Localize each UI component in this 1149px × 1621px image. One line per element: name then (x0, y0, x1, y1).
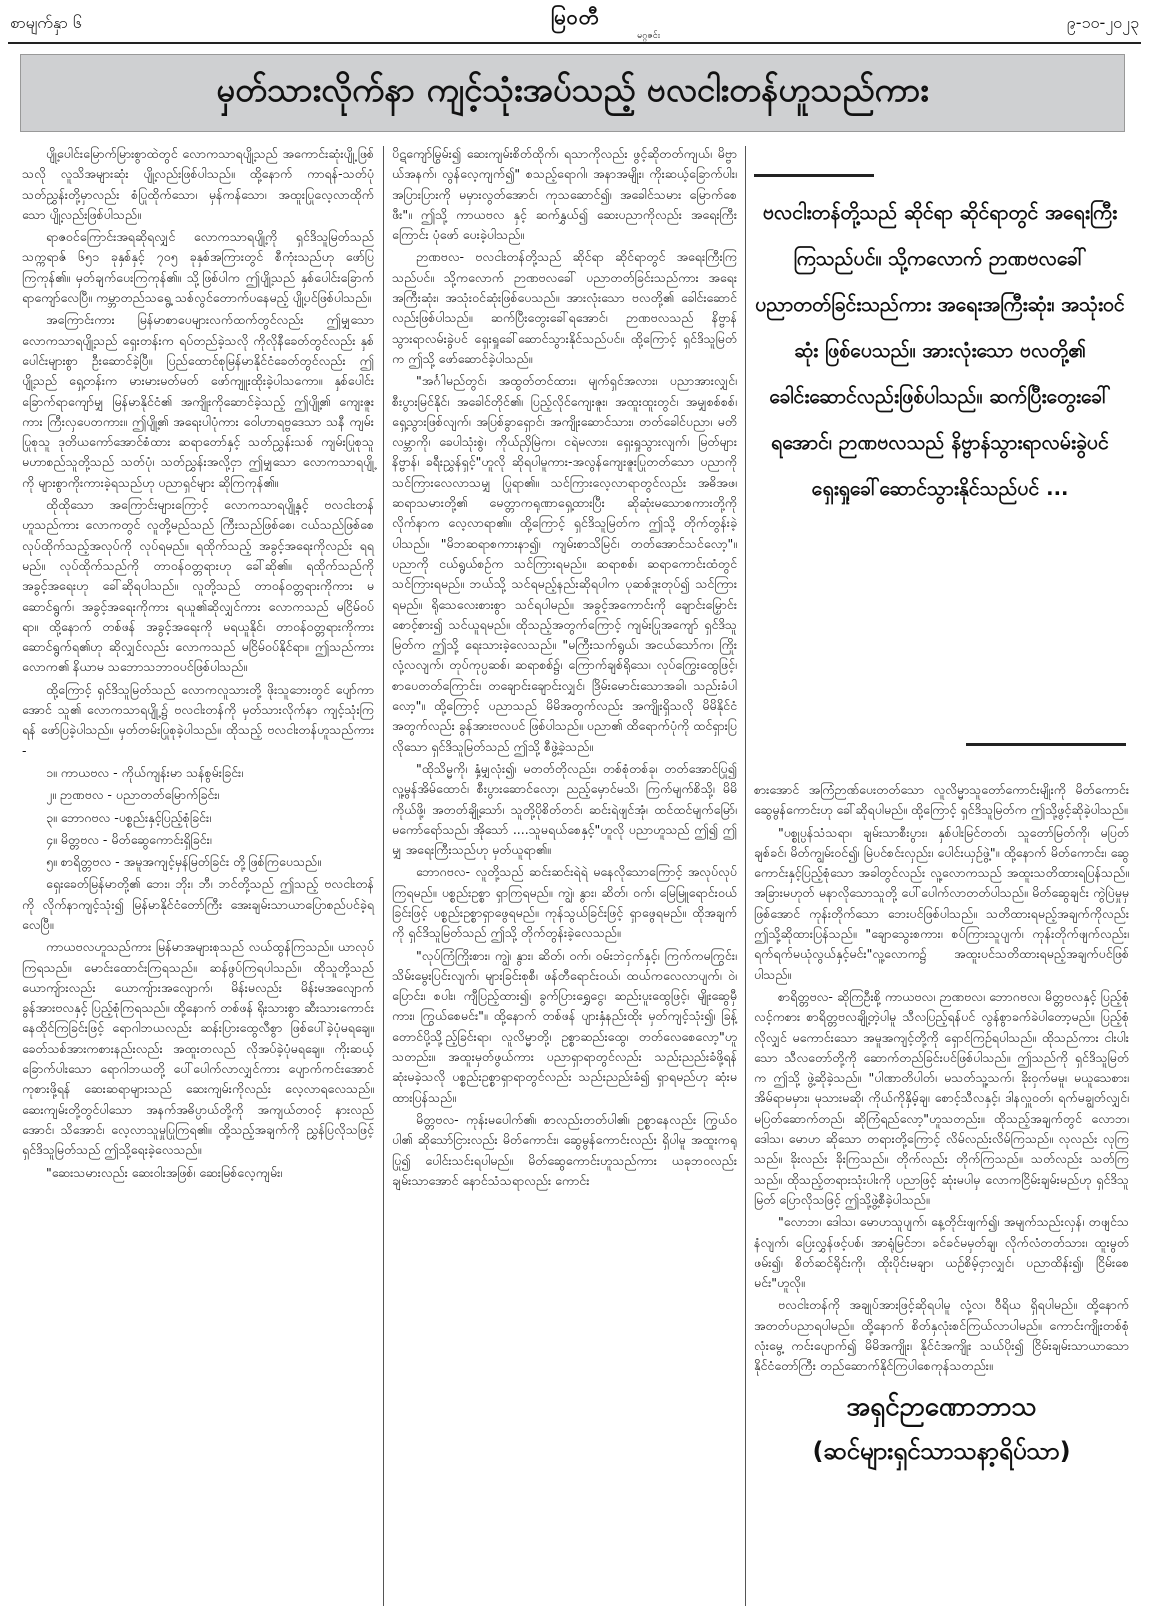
list-item: ၃။ ဘောဂဗလ -ပစ္စည်းနှင့်ပြည့်စုံခြင်း၊ (46, 809, 212, 825)
logo-sub-text: မဂ္ဂဇင်း (637, 31, 660, 41)
article-column-1 (22, 144, 374, 1609)
list-item: ၂။ ဉာဏဗလ - ပညာတတ်မြောက်ခြင်း၊ (46, 787, 220, 803)
paragraph: ပိဋကျော်မြွမ်း၍ ဆေးကျမ်းစိတ်ထိုက်၊ ရသာကိုလည်း ဖွင့်ဆိုတတ်ကျယ်၊ မိဗ္ဗာယ်အနက်၊ လွန်လေ့ကျက်၍" စသည့်ရောဂါ၊ အနာအမျိုး၊ ကိုးဆယ့်ခြောက်ပါး၊ အပြားပြားကို မမှားလွတ်အောင်၊ ကုသဆောင်၍၊ အခေါင်သမား မြောက်စေဖီး"။ ဤသို့ ကာယဗလ နှင့် ဆက်နွှယ်၍ ဆေးပညာကိုလည်း အရေးကြီးကြောင်း ပုံဖော် ပေးခဲ့ပါသည်။ (392, 146, 737, 243)
column-divider-2 (745, 146, 746, 1606)
pull-quote-box (754, 160, 1126, 760)
pull-quote-rule-bottom (966, 743, 1126, 746)
article-column-2 (392, 144, 737, 1609)
list-item: ၁။ ကာယဗလ - ကိုယ်ကျန်းမာ သန်စွမ်းခြင်း၊ (46, 764, 244, 780)
header-divider (8, 42, 1141, 44)
author-byline (754, 1385, 1129, 1473)
paragraph: ဗလငါးတန်ကို အချုပ်အားဖြင့်ဆိုရပါမူ လုံ့လ၊ ဝီရိယ ရှိရပါမည်။ ထို့နောက် အတတ်ပညာရပါမည်။ ထို့နောက် စိတ်နှလုံးစင်ကြယ်လာပါမည်။ ကောင်းကျိုးတစ်စုံလုံးမွေ့ ကင်းပျောက်၍ မိမိအကျိုး၊ နိုင်ငံအကျိုး သယ်ပိုး၍ ငြိမ်းချမ်းသာယာသော နိုင်ငံတော်ကြီး တည်ဆောက်နိုင်ကြပါစေကုန်သတည်း။ (754, 1297, 1129, 1374)
logo-main-text: မြဝတီ (550, 5, 600, 29)
page-header (0, 0, 1149, 44)
paragraph: အကြောင်းကား မြန်မာစာပေများလက်ထက်တွင်လည်း ဤမျှသော လောကသာရပျို့သည် ရှေးတန်းက ရပ်တည်ခဲ့သလို ကိုလိုနီခေတ်တွင်လည်း နှစ်ပေါင်းများစွာ ဦးဆောင်ခဲ့ပြီ။ ပြည်ထောင်စုမြန်မာနိုင်ငံခေတ်တွင်လည်း ဤပျို့သည် ရှေ့တန်းက မားမားမတ်မတ် ဖော်ကျူးထိုးခဲ့ပါသကော။ နှစ်ပေါင်းခြောက်ရာကျော်မျှ မြန်မာနိုင်ငံ၏ အကျိုးကိုဆောင်ခဲ့သည့် ဤပျို့၏ ကျေးဇူးကား ကြီးလှပေတကား။ ဤပျို့၏ အရေးပါပုံကား ဝေါဟာရဗ္ဗဒေသာ သနီ ကျမ်းပြုစုသူ ဒုတိယကော်အောင်စံထား ဆရာတော်နှင့် သတ်ညွှန်းသစ် ကျမ်းပြုစုသူ မဟာစည်သူတို့သည် သတ်ပုံ၊ သတ်ညွှန်းအလို့ငှာ ဤမျှသော လောကသာရပျို့ကို များစွာကိုးကားခဲ့ရသည်ဟု ပညာရှင်များ ဆိုကြကုန်၏။ (22, 312, 374, 490)
article-title-box (20, 54, 1125, 132)
paragraph: "လောဘ၊ ဒေါသ၊ မောဟသူပျက်၊ နေ့တိုင်းဖျက်၍၊ အမျက်သည်းလှန်၊ တဖျင်သနံလျက်၊ ပြေးလွှန်ဖင့်ပစ်၊ အာရုံမြင်ဘ၊ ခင်ခင်မမှတ်ချ၊ လိုက်လံတတ်သား၊ ထူးမွတ်ဖမ်း၍၊ စိတ်ဆင်ရိုင်းကို၊ ထိုးပိုင်းမချာ၊ ယဉ်စိမ့်ငှာလျှင်၊ ပညာထိန်း၍၊ ငြိမ်းစေမင်း"ဟူလို။ (754, 1214, 1129, 1291)
paragraph: ဘောဂဗလ- လူတို့သည် ဆင်းဆင်းရဲရဲ မနေလိုသောကြောင့် အလုပ်လုပ်ကြရမည်။ ပစ္စည်းဥစ္စာ ရှာကြရမည်။ ကျွဲ၊ နွား၊ ဆိတ်၊ ဝက်၊ မြေမြူရောင်းဝယ်ခြင်းဖြင့် ပစ္စည်းဥစ္စာရှာဖွေရမည်။ ကုန်သွယ်ခြင်းဖြင့် ရှာဖွေရမည်။ ထိုအချက်ကို ရှင်ဒိသူမြတ်သည် ဤသို့ တိုက်တွန်းခဲ့လေသည်။ (392, 864, 737, 941)
issue-date: ၉-၁၀-၂၀၂၃ (1066, 13, 1139, 32)
masthead-logo (490, 4, 660, 40)
paragraph: မိတ္တဗလ- ကုန်းမပေါက်၏၊ စာလည်းတတ်ပါ၏၊ ဥစ္စာနေလည်း ကြွယ်ဝပါ၏ ဆိုသော်ငြားလည်း မိတ်ကောင်း၊ ဆွေမွန်ကောင်းလည်း ရှိပါမူ အထူးကရုပြု၍ ပေါင်းသင်းရပါမည်။ မိတ်ဆွေကောင်းဟူသည်ကား ယခုဘဝလည်း ချမ်းသာအောင် နောင်သံသရာလည်း ကောင်း (392, 1111, 737, 1188)
article-title: မှတ်သားလိုက်နာ ကျင့်သုံးအပ်သည့် ဗလငါးတန်ဟူသည်ကား (216, 69, 929, 109)
paragraph: ကာယဗလဟူသည်ကား မြန်မာအများစုသည် လယ်ထွန်ကြသည်။ ယာလုပ်ကြရသည်။ မောင်းထောင်းကြရသည်။ ဆန်ဖွပ်ကြရပါသည်။ ထိုသူတို့သည် ယောကျ်ားလည်း ယောကျ်ားအလျောက်၊ မိန်းမလည်း မိန်းမအလျောက် ခွန်အားဗလနှင့် ပြည့်စုံကြရသည်။ ထို့နောက် တစ်ဖန် ရိုးသားစွာ ဆီးသားကောင်းနေထိုင်ကြခြင်းဖြင့် ရောဂါဘယလည်း ဆန်းပြားထွေလီစွာ ဖြစ်ပေါ်ခဲ့ပုံမရချေ။ ခေတ်သစ်အားကစားနည်းလည်း အထူးတလည် လိုအပ်ခဲ့ပုံမရချေ။ ကိုးဆယ့်ခြောက်ပါးသော ရောဂါဘယတို့ ပေါ်ပေါက်လာလျှင်ကား ပျောက်ကင်းအောင် ကုစားဖို့ရန် ဆေးဆရာများသည် ဆေးကျမ်းကိုလည်း လေ့လာရလေသည်။ ဆေးကျမ်းတို့တွင်ပါသော အနက်အဓိပ္ပာယ်တို့ကို အကျယ်တဝင့် နားလည်အောင်၊ သိအောင်၊ လေ့လာသူမှုပြုကြရ၏။ ထို့သည့်အချက်ကို ညွှန်ပြလိုသဖြင့် ရှင်ဒိသူမြတ်သည် ဤသို့ရေးခဲ့လေသည်။ (22, 939, 374, 1158)
paragraph: စာရိတ္တဗလ- ဆိုကြဦးစို့ ကာယဗလ၊ ဉာဏဗလ၊ ဘောဂဗလ၊ မိတ္တဗလနှင့် ပြည့်စုံလင့်ကစား စာရိတ္တဗလချို့တဲ့ပါမူ သီလပြည့်ရန်ပင် လွန်စွာခက်ခဲပါတော့မည်။ ပြည့်စုံလိုလျှင် မကောင်းသော အမူအကျင့်တို့ကို ရှောင်ကြဉ်ရပါသည်။ ထိုသည်ကား ငါးပါးသော သီလတော်တို့ကို ဆောက်တည်ခြင်းပင်ဖြစ်ပါသည်။ ဤသည်ကို ရှင်ဒိသူမြတ်က ဤသို့ ဖွဲ့ဆိုခဲ့သည်။ "ပါဏာတိပါတ်၊ မသတ်သူ့သက်၊ ခိုးဝှက်မမူ၊ မယူသေစား၊ အိမ်ရာမမှား၊ မုသားမဆို၊ ကိုယ်ကိုနှိမ့်ချ၊ စောင့်သီလနှင့်၊ ဒါနလှူဝတ်၊ ရက်မချွတ်လျှင်၊ မပြတ်ဆောက်တည်၊ ဆိုကြံရည်လော့"ဟူသတည်း။ ထိုသည့်အချက်တွင် လောဘ၊ ဒေါသ၊ မောဟ ဆိုသော တရားတို့ကြောင့် လိမ်လည်းလိမ်ကြသည်။ လုလည်း လုကြသည်။ ခိုးလည်း ခိုးကြသည်။ တိုက်လည်း တိုက်ကြသည်။ သတ်လည်း သတ်ကြသည်။ ထိုသည့်တရားသုံးပါးကို ပညာဖြင့် ဆုံးမပါမှ လောကငြိမ်းချမ်းမည်ဟု ရှင်ဒိသူမြတ် ပြောလိုသဖြင့် ဤသို့ဖွဲ့စီခဲ့ပါသည်။ (754, 988, 1129, 1207)
pull-quote-text: ဗလငါးတန်တို့သည် ဆိုင်ရာ ဆိုင်ရာတွင် အရေးကြီးကြသည်ပင်။ သို့ကလောက် ဉာဏဗလခေါ် ပညာတတ်ခြင်းသည်ကား အရေးအကြီးဆုံး၊ အသုံးဝင်ဆုံး ဖြစ်ပေသည်။ အားလုံးသော ဗလတို့၏ ခေါင်းဆောင်လည်းဖြစ်ပါသည်။ ဆက်ပြီးတွေးခေါ်ရအောင်၊ ဉာဏဗလသည် နိဗ္ဗာန်သွားရာလမ်းခွဲပင် ရှေးရှုခေါ်ဆောင်သွားနိုင်သည်ပင် ... (755, 201, 1125, 500)
paragraph: "ဆေးသမားလည်း ဆေးဝါးအဖြစ်၊ ဆေးမြစ်လေ့ကျမ်း၊ (46, 1164, 283, 1180)
paragraph: "လုပ်ကြံကြိုးစား၊ ကျွဲ၊ နွား၊ ဆိတ်၊ ဝက်၊ ဝမ်းဘဲငှက်နှင့်၊ ကြက်ကမကြွင်း၊ သိမ်းမွေးပြင်းလျက်၊ များခြင်းစုစီ၊ ဖန်တီရောင်းဝယ်၊ ထယ်ကလေလာပျက်၊ ဝဲ၊ ပြောင်း၊ စပါး၊ ကျီပြည့်ထား၍၊ ခွက်ပြားရွှေငွေ၊ ဆည်းပူးထွေဖြင့်၊ မျိုးဆွေမှီကား၊ ကြွယ်စေမင်း"။ ထို့နောက် တစ်ဖန် ပျားနှံနည်းထိုး မှတ်ကျင့်သုံး၍၊ ခြန့်တောင်ပို့သို့ည့်ခြင်းရာ၊ လူလိမ္မာတို့၊ ဥစ္စာဆည်းထွေ၊ တတ်လေစေလော့"ဟူသတည်း။ အထူးမှတ်ဖွယ်ကား ပညာရှာရာတွင်လည်း သည်းညည်းခံဖို့ရန် ဆုံးမခဲ့သလို ပစ္စည်းဥစ္စာရှာရာတွင်လည်း သည်းညည်းခံ၍ ရှာရမည်ဟု ဆုံးမထားပြန်သည်။ (392, 947, 737, 1105)
list-item: ၄။ မိတ္တဗလ - မိတ်ဆွေကောင်းရှိခြင်း၊ (46, 831, 212, 847)
author-affiliation: (ဆင်များရှင်သာသနာ့ရိပ်သာ) (812, 1437, 1071, 1465)
paragraph: ရှေးခေတ်မြန်မာတို့၏ ဘေး၊ ဘိုး၊ ဘီ၊ ဘင်တို့သည် ဤသည့် ဗလငါးတန်ကို လိုက်နာကျင့်သုံး၍ မြန်မာနိုင်ငံတော်ကြီး အေးချမ်းသာယာပြောစည်ပင်ခဲ့ရလေပြီ။ (22, 876, 374, 932)
paragraph: ဉာဏဗလ- ဗလငါးတန်တို့သည် ဆိုင်ရာ ဆိုင်ရာတွင် အရေးကြီးကြသည်ပင်။ သို့ကလောက် ဉာဏဗလခေါ် ပညာတတ်ခြင်းသည်ကား အရေးအကြီးဆုံး၊ အသုံးဝင်ဆုံးဖြစ်ပေသည်။ အားလုံးသော ဗလတို့၏ ခေါင်းဆောင်လည်းဖြစ်ပါသည်။ ဆက်ပြီးတွေးခေါ်ရအောင်၊ ဉာဏဗလသည် နိဗ္ဗာန်သွားရာလမ်းခွဲပင် ရှေးရှုခေါ်ဆောင်သွားနိုင်သည်ပင်။ ထို့ကြောင့် ရှင်ဒိသူမြတ်က ဤသို့ ဖော်ဆောင်ခဲ့ပါသည်။ (392, 249, 737, 366)
paragraph: စားအောင် အကြံဉာဏ်ပေးတတ်သော လူလိမ္မာသူတော်ကောင်းမျိုးကို မိတ်ကောင်း ဆွေမွန်ကောင်းဟု ခေါ်ဆိုရပါမည်။ ထို့ကြောင့် ရှင်ဒိသူမြတ်က ဤသို့ဖွင့်ဆိုခဲ့ပါသည်။ (754, 782, 1129, 818)
list-item: ၅။ စာရိတ္တဗလ - အမူအကျင့်မှန်မြတ်ခြင်း တို့ဖြစ်ကြပေသည်။ (46, 854, 321, 870)
paragraph: "ပစ္စုပ္ပန်သံသရာ၊ ချမ်းသာစီးပွား၊ နှစ်ပါးမြင်တတ်၊ သူတော်မြတ်ကို၊ မပြတ်ချစ်ခင်၊ မိတ်ကျွမ်းဝင်၍၊ မြဲပင်စင်းလှည်း၊ ပေါင်းယှဉ်ဖွဲ့"။ ထို့နောက် မိတ်ကောင်း၊ ဆွေကောင်းနှင့်ပြည့်စုံသော အခါတွင်လည်း လူ့လောကသည် အထူးသတိထားရပြန်သည်။ အခြားမဟုတ် မနာလိုသောသူတို့ ပေါ်ပေါက်လာတတ်ပါသည်။ မိတ်ဆွေချင်း ကွဲပြဲမှုမှ ဖြစ်အောင် ကုန်းတိုက်သော ဘေးပင်ဖြစ်ပါသည်။ သတိထားရမည့်အချက်ကိုလည်း ဤသို့ဆိုထားပြန်သည်။ "ချောသွေးစကား၊ စပ်ကြားသူပျက်၊ ကုန်းတိုက်ဖျက်လည်း၊ ရက်ရက်မယုံလွယ်နှင့်မင်း"လူ့လောက၌ အထူးပင်သတိထားရမည့်အချက်ပင်ဖြစ်ပါသည်။ (754, 824, 1129, 982)
pull-quote-rule-top (754, 174, 874, 177)
article-column-3 (754, 780, 1129, 1374)
paragraph: ပျို့ပေါင်းမြောက်မြားစွာထဲတွင် လောကသာရပျို့သည် အကောင်းဆုံးပျို့ဖြစ်သလို လူသိအများဆုံး ပျို့လည်းဖြစ်ပါသည်။ ထို့နောက် ကာရန်-သတ်ပုံ သတ်ညွှန်းတို့မှာလည်း စံပြုထိုက်သော၊ မှန်ကန်သော၊ အထူးပြုလေ့လာထိုက်သော ပျို့လည်းဖြစ်ပါသည်။ (22, 146, 374, 222)
paragraph: "အင်္ဂါမည်တွင်၊ အထွတ်တင်ထား၊ မျက်ရှင်အလား၊ ပညာအားလျှင်၊ စီးပွားမြင်နိုင်၊ အခေါင်တိုင်၏၊ ပြည့်လိုင်ကျေးဇူး၊ အထူးထူးတွင်၊ အမျှစစ်စစ်၊ ရှေ့သွားဖြစ်လျက်၊ အပြစ်ခွာရှောင်၊ အကျိုးဆောင်သား၊ တတ်ခေါင်ပညာ၊ မတိလမ္ဘာကို၊ ခေပါသုံးစွဲ၊ ကိုယ်ညှိမြဲက၊ ငရဲမလား၊ ရှေးရှုသွားလျက်၊ မြတ်များနိဗ္ဗာန်၊ ခရီးညွှန်ရှင့်"ဟူလို ဆိုရပါမူကား-အလွန်ကျေးဇူးပြုတတ်သော ပညာကိုသင်ကြားလေလာသမျှ ပြုရာ၏။ သင်ကြားလေ့လာရာတွင်လည်း အဓိအဖ၊ ဆရာသမားတို့၏ မေတ္တာကရုဏာရှေ့ထားပြီး ဆိုဆုံးမသောစကားတို့ကို လိုက်နာက လေ့လာရာ၏။ ထို့ကြောင့် ရှင်ဒိသူမြတ်က ဤသို့ တိုက်တွန်းခဲ့ပါသည်။ "မိဘဆရာစကားနာ၍၊ ကျမ်းစာသိမြင်၊ တတ်အောင်သင်လော့"။ ပညာကို ငယ်ရွယ်စဉ်က သင်ကြားရမည်။ ဆရာစစ်၊ ဆရာကောင်းထံတွင် သင်ကြားရမည်။ ဘယ်သို့ သင်ရမည့်နည်းဆိုရပါက ပုဆစ်ဒူးတုပ်၍ သင်ကြားရမည်။ ရိုသေလေးစားစွာ သင်ရပါမည်။ အခွင့်အကောင်းကို ချောင်းမြှောင်းစောင့်စား၍ သင်ယူရမည်။ ထိုသည့်အတွက်ကြောင့် ကျမ်းပြုအကျော် ရှင်ဒိသူမြတ်က ဤသို့ ရေးသားခဲ့လေသည်။ "မကြီးသက်ရွယ်၊ အငယ်သော်က၊ ကြိုးလုံ့လလျက်၊ တုပ်ကုပ္ပဆစ်၊ ဆရာစစ်၌၊ ကြောက်ချစ်ရိုသေ၊ လုပ်ကြွေးထွေဖြင့်၊ စာပေတတ်ကြောင်း၊ တချောင်းချောင်းလျှင်၊ ဒြိမ်းမောင်းသောအခါ၊ သည်းခံပါလော့"။ ထို့ကြောင့် ပညာသည် မိမိအတွက်လည်း အကျိုးရှိသလို မိမိနိုင်ငံအတွက်လည်း ခွန်အားဗလပင် ဖြစ်ပါသည်။ ပညာ၏ ထိရောက်ပုံကို ထင်ရှားပြလိုသော ရှင်ဒိသူမြတ်သည် ဤသို့ စီဖွဲ့ခဲ့သည်။ (392, 373, 737, 754)
column-divider-1 (383, 146, 384, 1606)
paragraph: ထိုထိုသော အကြောင်းများကြောင့် လောကသာရပျို့နှင့် ဗလငါးတန်ဟူသည်ကား လောကတွင် လူတို့မည်သည် ကြီးသည်ဖြစ်စေ၊ ငယ်သည်ဖြစ်စေ လုပ်ထိုက်သည့်အလုပ်ကို လုပ်ရမည်။ ရထိုက်သည့် အခွင့်အရေးကိုလည်း ရရမည်။ လုပ်ထိုက်သည်ကို တာဝန်ဝတ္တရားဟု ခေါ်ဆို၏။ ရထိုက်သည်ကို အခွင့်အရေးဟု ခေါ်ဆိုရပါသည်။ လူတို့သည် တာဝန်ဝတ္တရားကိုကား မဆောင်ရွက်၊ အခွင့်အရေးကိုကား ရယူ၏ဆိုလျှင်ကား လောကသည် မငြိမ်ဝပ်ရာ။ ထို့နောက် တစ်ဖန် အခွင့်အရေးကို မရယူနိုင်၊ တာဝန်ဝတ္တရားကိုကား ဆောင်ရွက်ရ၏ဟု ဆိုလျှင်လည်း လောကသည် မငြိမ်ဝပ်နိုင်ရာ။ ဤသည်ကား လောက၏ နိယာမ သဘောသဘာဝပင်ဖြစ်ပါသည်။ (22, 497, 374, 675)
page-number: စာမျက်နှာ ၆ (10, 13, 82, 32)
paragraph: ထို့ကြောင့် ရှင်ဒိသူမြတ်သည် လောကလူသားတို့ ဖိုးသူဘေးတွင် ပျော်ကာအောင် သူ၏ လောကသာရပျို့၌ ဗလငါးတန်ကို မှတ်သားလိုက်နာ ကျင့်သုံးကြရန် ဖော်ပြခဲ့ပါသည်။ မှတ်တမ်းပြုစုခဲ့ပါသည်။ ထိုသည့် ဗလငါးတန်ဟူသည်ကား - (22, 681, 374, 758)
paragraph: "ထိုသိမ္မကို၊ နှံ့မျှလုံး၍၊ မတတ်တိုလည်း၊ တစ်စုံတစ်ခု၊ တတ်အောင်ပြု၍ လူ့မွန်အိမ်ထောင်၊ စီးပွားဆောင်လော့၊ ညည့်မှောင်မသိ၊ ကြက်မျက်စိသို့၊ မိမိကိုယ်ဖို့၊ အတတ်ချို့သော်၊ သူတို့ပိုစိတ်တင်၊ ဆင်းရဲဖျင်အုံ၊ ထင်ထင်မျက်မြော်၊ မကော်ရော်သည်၊ အိုသော် ....သူမရယ်စေနှင့်"ဟူလို ပညာဟူသည် ဤ၍ ဤမျှ အရေးကြီးသည်ဟု မှတ်ယူရာ၏။ (392, 760, 737, 858)
author-name: အရှင်ဉာဏောဘာသ (846, 1392, 1037, 1422)
paragraph: ရာဇဝင်ကြောင်းအရဆိုရလျှင် လောကသာရပျို့ကို ရှင်ဒိသူမြတ်သည် သက္ကရာဇ် ၆၅၁ ခုနှစ်နှင့် ၇၀၅ ခုနှစ်အကြားတွင် စီကုံးသည်ဟု ဖော်ပြကြကုန်၏။ မှတ်ချက်ပေးကြကုန်၏။ သို့ဖြစ်ပါက ဤပျို့သည် နှစ်ပေါင်းခြောက်ရာကျော်လေပြီ။ ကမ္ဘာတည်သရွေ့ သစ်လွင်တောက်ပနေမည့် ပျို့ပင်ဖြစ်ပါသည်။ (22, 229, 374, 306)
